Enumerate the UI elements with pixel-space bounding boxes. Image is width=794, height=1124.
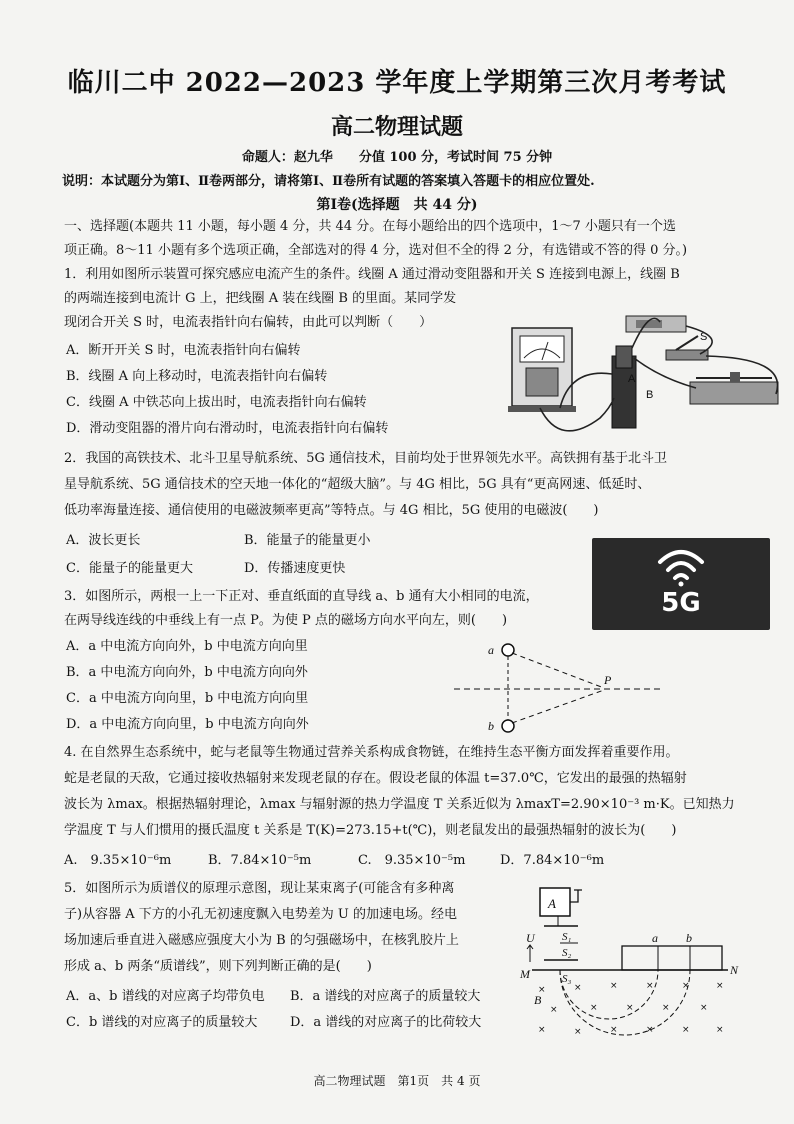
svg-text:×: × xyxy=(590,1003,598,1013)
q3-option-d: D．a 中电流方向向里，b 中电流方向向外 xyxy=(66,717,309,732)
q5-mass-spectrometer-figure xyxy=(516,882,772,1046)
q1-stem-line: 1．利用如图所示装置可探究感应电流产生的条件。线圈 A 通过滑动变阻器和开关 S 连接到电源上，线圈 B xyxy=(64,267,680,282)
q5-stem-line: 场加速后垂直进入磁感应强度大小为 B 的匀强磁场中，在核乳胶片上 xyxy=(64,933,459,948)
q1-option-d: D．滑动变阻器的滑片向右滑动时，电流表指针向右偏转 xyxy=(66,421,389,436)
svg-text:×: × xyxy=(574,1027,582,1037)
label-b-line: b xyxy=(686,931,692,945)
5g-badge xyxy=(592,538,770,630)
q4-stem-line: 波长为 λmax。根据热辐射理论，λmax 与辐射源的热力学温度 T 关系近似为 λmaxT=2.90×10⁻³ m·K。已知热力 xyxy=(64,797,735,812)
q2-option-b: B．能量子的能量更小 xyxy=(244,533,371,548)
label-s2: S₂ xyxy=(562,947,572,959)
instructions-line: 项正确。8～11 小题有多个选项正确，全部选对的得 4 分，选对但不全的得 2 分，有选错或不答的得 0 分。) xyxy=(64,243,688,258)
q4-option-d: D．7.84×10⁻⁶m xyxy=(500,853,605,868)
label-s3: S₃ xyxy=(562,973,572,985)
q2-stem-line: 2．我国的高铁技术、北斗卫星导航系统、5G 通信技术，目前均处于世界领先水平。高铁拥有基于北斗卫 xyxy=(64,451,668,466)
q2-stem-line: 星导航系统、5G 通信技术的空天地一体化的“超级大脑”。与 4G 相比，5G 具有“更高网速、低延时、 xyxy=(64,477,651,492)
exam-note: 说明：本试题分为第Ⅰ、Ⅱ卷两部分，请将第Ⅰ、Ⅱ卷所有试题的答案填入答题卡的相应位置处. xyxy=(62,174,595,189)
q5-option-b: B．a 谱线的对应离子的质量较大 xyxy=(290,989,481,1004)
label-b: b xyxy=(488,719,494,733)
q5-option-d: D．a 谱线的对应离子的比荷较大 xyxy=(290,1015,482,1030)
svg-text:×: × xyxy=(682,981,690,991)
q1-apparatus-figure xyxy=(500,298,790,458)
q4-option-b: B．7.84×10⁻⁵m xyxy=(208,853,312,868)
q3-option-c: C．a 中电流方向向里，b 中电流方向向里 xyxy=(66,691,309,706)
trajectory-b xyxy=(560,970,690,1035)
section-heading: 第Ⅰ卷(选择题 共 44 分) xyxy=(316,197,478,213)
label-n: N xyxy=(730,963,739,977)
q1-option-b: B．线圈 A 向上移动时，电流表指针向右偏转 xyxy=(66,369,328,384)
svg-text:×: × xyxy=(716,981,724,991)
wire-b xyxy=(502,720,514,732)
exam-title: 临川二中 2022—2023 学年度上学期第三次月考考试 xyxy=(67,68,727,98)
q5-option-a: A．a、b 谱线的对应离子均带负电 xyxy=(66,989,265,1004)
q1-stem-line: 现闭合开关 S 时，电流表指针向右偏转，由此可以判断（ ） xyxy=(64,315,433,330)
magnetic-field-crosses xyxy=(538,981,724,1037)
svg-text:×: × xyxy=(626,1003,634,1013)
label-container-a: A xyxy=(548,896,556,911)
label-s1: S₁ xyxy=(562,931,572,943)
label-u: U xyxy=(526,931,535,945)
q3-option-a: A．a 中电流方向向外，b 中电流方向向里 xyxy=(66,639,308,654)
svg-text:×: × xyxy=(716,1025,724,1035)
svg-text:×: × xyxy=(550,1005,558,1015)
q2-option-d: D．传播速度更快 xyxy=(244,561,346,576)
svg-text:×: × xyxy=(574,983,582,993)
q5-stem-line: 5．如图所示为质谱仪的原理示意图，现让某束离子(可能含有多种离 xyxy=(64,881,455,896)
label-p: P xyxy=(604,673,612,687)
q4-option-c: C. 9.35×10⁻⁵m xyxy=(358,853,466,868)
label-a: a xyxy=(488,643,494,657)
label-a-line: a xyxy=(652,931,658,945)
subject-title: 高二物理试题 xyxy=(330,114,463,140)
q2-option-a: A．波长更长 xyxy=(66,533,141,548)
q2-stem-line: 低功率海量连接、通信使用的电磁波频率更高”等特点。与 4G 相比，5G 使用的电磁波( ) xyxy=(64,503,599,518)
instructions-line: 一、选择题(本题共 11 小题，每小题 4 分，共 44 分。在每小题给出的四个选项中，1～7 小题只有一个选 xyxy=(64,219,676,234)
label-field-b: B xyxy=(534,993,542,1007)
switch-s xyxy=(666,350,708,360)
wifi-signal-icon xyxy=(656,544,706,588)
exam-meta: 命题人：赵九华 分值 100 分，考试时间 75 分钟 xyxy=(241,150,553,165)
q5-stem-line: 子)从容器 A 下方的小孔无初速度飘入电势差为 U 的加速电场。经电 xyxy=(64,907,457,922)
q1-option-a: A．断开开关 S 时，电流表指针向右偏转 xyxy=(66,343,301,358)
q4-option-a: A. 9.35×10⁻⁶m xyxy=(64,853,172,868)
svg-text:×: × xyxy=(646,1025,654,1035)
q3-stem-line: 在两导线连线的中垂线上有一点 P。为使 P 点的磁场方向水平向左，则( ) xyxy=(64,613,508,628)
q4-stem-line: 4. 在自然界生态系统中，蛇与老鼠等生物通过营养关系构成食物链，在维持生态平衡方面发挥着重要作用。 xyxy=(64,745,679,760)
q4-stem-line: 蛇是老鼠的天敌，它通过接收热辐射来发现老鼠的存在。假设老鼠的体温 t=37.0℃，它发出的最强的热辐射 xyxy=(64,771,687,786)
svg-text:×: × xyxy=(700,1003,708,1013)
label-s: S xyxy=(700,331,708,343)
q5-stem-line: 形成 a、b 两条“质谱线”，则下列判断正确的是( ) xyxy=(64,959,372,974)
svg-text:×: × xyxy=(538,1025,546,1035)
label-m: M xyxy=(520,967,530,981)
svg-text:×: × xyxy=(682,1025,690,1035)
q5-option-c: C．b 谱线的对应离子的质量较大 xyxy=(66,1015,258,1030)
q4-stem-line: 学温度 T 与人们惯用的摄氏温度 t 关系是 T(K)=273.15+t(℃)，则老鼠发出的最强热辐射的波长为( ) xyxy=(64,823,677,838)
label-a: A xyxy=(628,373,636,385)
5g-badge-label: 5G xyxy=(661,588,701,618)
q3-wire-figure xyxy=(454,636,664,736)
wire-a xyxy=(502,644,514,656)
svg-text:×: × xyxy=(538,985,546,995)
q2-option-c: C．能量子的能量更大 xyxy=(66,561,193,576)
svg-text:×: × xyxy=(662,1003,670,1013)
label-b: B xyxy=(646,389,654,401)
rheostat xyxy=(690,382,778,404)
svg-text:×: × xyxy=(610,981,618,991)
svg-text:×: × xyxy=(610,1025,618,1035)
page-footer: 高二物理试题 第1页 共 4 页 xyxy=(313,1074,481,1088)
q3-option-b: B．a 中电流方向向外，b 中电流方向向外 xyxy=(66,665,308,680)
coil-a xyxy=(616,346,632,368)
svg-text:×: × xyxy=(646,981,654,991)
q1-option-c: C．线圈 A 中铁芯向上拔出时，电流表指针向右偏转 xyxy=(66,395,367,410)
q1-stem-line: 的两端连接到电流计 G 上，把线圈 A 装在线圈 B 的里面。某同学发 xyxy=(64,291,457,306)
q3-stem-line: 3．如图所示，两根一上一下正对、垂直纸面的直导线 a、b 通有大小相同的电流， xyxy=(64,589,539,604)
